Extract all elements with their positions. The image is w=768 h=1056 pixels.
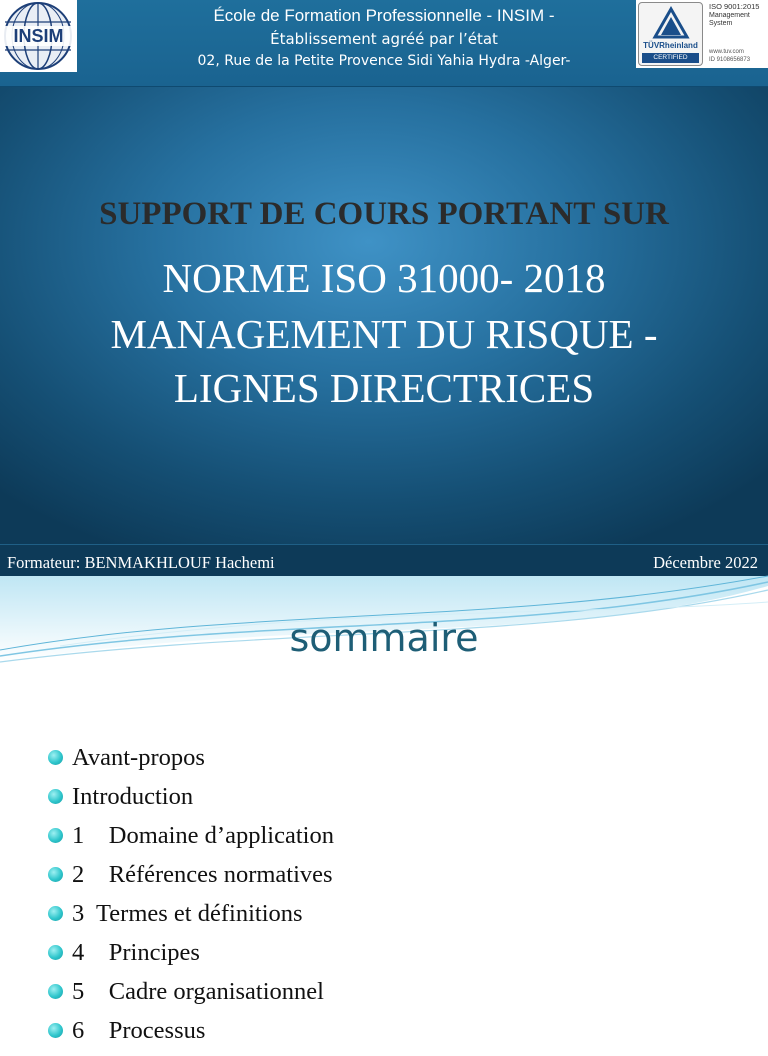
title-line-1: NORME ISO 31000- 2018: [162, 255, 606, 301]
bullet-icon: [48, 789, 63, 804]
logo-text: INSIM: [13, 26, 64, 46]
course-date: Décembre 2022: [653, 553, 758, 572]
cert-line-management: Management: [709, 12, 750, 19]
course-subtitle: SUPPORT DE COURS PORTANT SUR: [99, 196, 669, 232]
cert-id: ID 9108656873: [709, 57, 751, 63]
certification-badge: [636, 0, 768, 68]
bullet-icon: [48, 906, 63, 921]
cert-website: www.tuv.com: [709, 49, 744, 55]
bullet-icon: [48, 984, 63, 999]
title-line-2: MANAGEMENT DU RISQUE -: [110, 311, 658, 357]
tuv-triangle-icon: [653, 7, 689, 39]
school-name: École de Formation Professionnelle - INSIM -: [213, 6, 555, 25]
bullet-icon: [48, 828, 63, 843]
bullet-icon: [48, 1023, 63, 1038]
slide-footer: [0, 544, 768, 577]
bullet-icon: [48, 867, 63, 882]
cert-line-system: System: [709, 20, 733, 27]
accreditation-text: Établissement agréé par l’état: [270, 30, 498, 48]
title-line-3: LIGNES DIRECTRICES: [173, 365, 595, 411]
summary-heading: sommaire: [289, 616, 479, 660]
bullet-icon: [48, 945, 63, 960]
bullet-icon: [48, 750, 63, 765]
summary-slide: sommaire Avant-propos Introduction 1 Domaine d’application 2 Références normatives 3 Termes et définitions 4 Principes 5 Cadre organisationnel 6 Processus: [0, 576, 768, 1024]
school-address: 02, Rue de la Petite Provence Sidi Yahia Hydra -Alger-: [197, 53, 571, 69]
trainer-name: Formateur: BENMAKHLOUF Hachemi: [7, 553, 275, 572]
certified-label: CERTIFIED: [642, 53, 699, 63]
iso-standard: ISO 9001:2015: [709, 2, 760, 11]
tuv-brand: TÜVRheinland: [643, 41, 698, 50]
tuv-logo: [638, 2, 703, 66]
